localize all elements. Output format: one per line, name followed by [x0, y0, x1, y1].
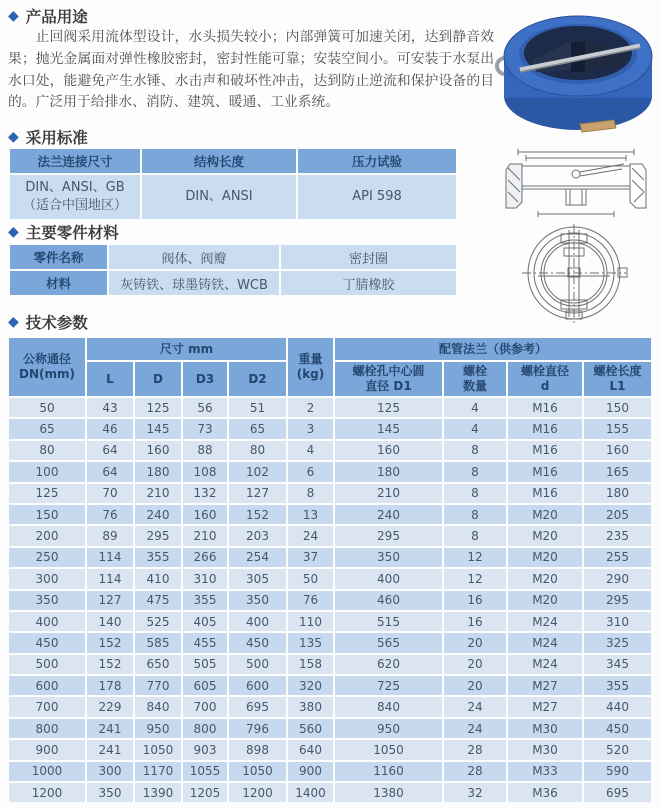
table-cell: 950: [335, 719, 442, 738]
table-cell: 800: [183, 719, 227, 738]
table-cell: 800: [9, 719, 85, 738]
table-cell: 1050: [135, 740, 181, 759]
table-cell: 13: [288, 505, 333, 524]
materials-table: [8, 243, 458, 297]
table-cell: 900: [288, 762, 333, 781]
column-header: 结构长度: [142, 149, 296, 173]
table-cell: M20: [508, 505, 582, 524]
table-row: [9, 633, 651, 652]
table-cell: 56: [183, 398, 227, 417]
diamond-bullet-icon: ◆: [8, 224, 19, 240]
table-cell: 160: [584, 441, 651, 460]
table-cell: 127: [229, 484, 286, 503]
table-cell: 203: [229, 526, 286, 545]
table-cell: 241: [87, 740, 133, 759]
table-cell: 152: [87, 655, 133, 674]
table-cell: M16: [508, 398, 582, 417]
column-header-d2: D2: [229, 362, 286, 396]
table-cell: 440: [584, 697, 651, 716]
diamond-bullet-icon: ◆: [8, 314, 19, 330]
column-header: 压力试验: [298, 149, 456, 173]
table-cell: 235: [584, 526, 651, 545]
table-cell: 305: [229, 569, 286, 588]
table-cell: 密封圈: [281, 245, 456, 269]
table-cell: 345: [584, 655, 651, 674]
table-cell: 460: [335, 591, 442, 610]
header-line: 直径 D1: [365, 379, 412, 393]
header-line: DN(mm): [19, 367, 75, 381]
table-row: [9, 719, 651, 738]
table-cell: 1000: [9, 762, 85, 781]
table-cell: M20: [508, 591, 582, 610]
table-cell: 80: [9, 441, 85, 460]
table-cell: 250: [9, 548, 85, 567]
table-cell: 266: [183, 548, 227, 567]
table-cell: 8: [288, 484, 333, 503]
table-cell: 400: [335, 569, 442, 588]
table-cell: 65: [229, 419, 286, 438]
table-cell: 12: [444, 548, 506, 567]
header-line: 螺栓直径: [520, 364, 569, 378]
table-cell: 140: [87, 612, 133, 631]
table-cell: 12: [444, 569, 506, 588]
table-cell: 1160: [335, 762, 442, 781]
section-title-usage: [8, 5, 88, 27]
header-line: 重量: [298, 352, 323, 366]
table-cell: 88: [183, 441, 227, 460]
table-row: [9, 740, 651, 759]
table-cell: 89: [87, 526, 133, 545]
table-cell: 350: [87, 783, 133, 802]
table-cell: 300: [87, 762, 133, 781]
table-cell: 200: [9, 526, 85, 545]
diamond-bullet-icon: ◆: [8, 129, 19, 145]
table-cell: 150: [9, 505, 85, 524]
table-row: [9, 569, 651, 588]
table-cell: 零件名称: [10, 245, 107, 269]
table-cell: 505: [183, 655, 227, 674]
table-cell: 32: [444, 783, 506, 802]
table-row: [9, 398, 651, 417]
table-cell: 24: [444, 719, 506, 738]
table-cell: 240: [335, 505, 442, 524]
table-cell: 450: [229, 633, 286, 652]
column-header: 法兰连接尺寸: [10, 149, 140, 173]
table-cell: M20: [508, 526, 582, 545]
table-cell: M30: [508, 719, 582, 738]
table-cell: 500: [9, 655, 85, 674]
table-cell: 515: [335, 612, 442, 631]
table-cell: 132: [183, 484, 227, 503]
table-cell: 152: [229, 505, 286, 524]
table-cell: 64: [87, 462, 133, 481]
table-cell: 8: [444, 505, 506, 524]
table-cell: 145: [135, 419, 181, 438]
table-cell: [10, 175, 140, 219]
table-cell: 700: [9, 697, 85, 716]
tech-table-body: [9, 398, 651, 802]
table-cell: M16: [508, 462, 582, 481]
table-cell: 3: [288, 419, 333, 438]
table-cell: 350: [229, 591, 286, 610]
table-cell: 355: [183, 591, 227, 610]
table-cell: 155: [584, 419, 651, 438]
table-cell: 455: [183, 633, 227, 652]
table-cell: 24: [288, 526, 333, 545]
table-cell: 900: [9, 740, 85, 759]
table-cell: 300: [9, 569, 85, 588]
table-cell: 770: [135, 676, 181, 695]
table-cell: 8: [444, 441, 506, 460]
table-cell: 1400: [288, 783, 333, 802]
table-cell: 180: [135, 462, 181, 481]
table-cell: 350: [9, 591, 85, 610]
table-cell: 20: [444, 633, 506, 652]
table-cell: 605: [183, 676, 227, 695]
table-row: [9, 505, 651, 524]
table-cell: 295: [584, 591, 651, 610]
table-cell: 16: [444, 591, 506, 610]
table-row: [10, 175, 456, 219]
table-cell: 灰铸铁、球墨铸铁、WCB: [109, 271, 279, 295]
table-cell: 695: [229, 697, 286, 716]
flange-standard-line2: （适合中国地区）: [22, 198, 127, 213]
table-cell: 160: [183, 505, 227, 524]
table-cell: 178: [87, 676, 133, 695]
table-cell: 310: [584, 612, 651, 631]
table-cell: 320: [288, 676, 333, 695]
table-cell: 241: [87, 719, 133, 738]
table-cell: 125: [335, 398, 442, 417]
table-cell: 590: [584, 762, 651, 781]
table-cell: 525: [135, 612, 181, 631]
table-cell: API 598: [298, 175, 456, 219]
table-cell: 520: [584, 740, 651, 759]
table-cell: 695: [584, 783, 651, 802]
table-cell: 585: [135, 633, 181, 652]
column-group-size: 尺寸 mm: [87, 338, 286, 360]
table-cell: 400: [9, 612, 85, 631]
header-line: (kg): [296, 367, 325, 381]
table-cell: M27: [508, 697, 582, 716]
table-cell: 阀体、阀瓣: [109, 245, 279, 269]
header-line: 数量: [462, 379, 487, 393]
table-row: [9, 655, 651, 674]
section-title-materials: [8, 221, 119, 243]
column-header-weight: [288, 338, 333, 396]
table-cell: 405: [183, 612, 227, 631]
header-line: 公称通径: [22, 352, 71, 366]
table-cell: 24: [444, 697, 506, 716]
table-cell: 114: [87, 569, 133, 588]
table-cell: 255: [584, 548, 651, 567]
table-cell: 145: [335, 419, 442, 438]
materials-table-body: [10, 245, 456, 295]
table-row: [9, 612, 651, 631]
table-cell: 8: [444, 526, 506, 545]
table-cell: 80: [229, 441, 286, 460]
table-cell: 950: [135, 719, 181, 738]
table-cell: 210: [335, 484, 442, 503]
header-line: 螺栓长度: [593, 364, 642, 378]
table-cell: 160: [135, 441, 181, 460]
table-cell: DIN、ANSI: [142, 175, 296, 219]
table-row: [10, 271, 456, 295]
table-cell: 16: [444, 612, 506, 631]
table-cell: M27: [508, 676, 582, 695]
table-cell: 475: [135, 591, 181, 610]
table-cell: 410: [135, 569, 181, 588]
table-cell: 1050: [335, 740, 442, 759]
table-cell: 180: [335, 462, 442, 481]
table-cell: 125: [9, 484, 85, 503]
table-cell: 127: [87, 591, 133, 610]
header-line: 螺栓: [462, 364, 487, 378]
table-cell: 6: [288, 462, 333, 481]
table-cell: 152: [87, 633, 133, 652]
table-cell: 840: [135, 697, 181, 716]
table-cell: 650: [135, 655, 181, 674]
table-cell: 1200: [9, 783, 85, 802]
table-cell: M24: [508, 655, 582, 674]
table-cell: 210: [183, 526, 227, 545]
column-header-dn: [9, 338, 85, 396]
table-cell: 355: [135, 548, 181, 567]
section-title-text: 主要零件材料: [25, 224, 119, 242]
table-cell: 1390: [135, 783, 181, 802]
table-cell: 材料: [10, 271, 107, 295]
column-header-bolt-dia: [508, 362, 582, 396]
table-cell: 108: [183, 462, 227, 481]
header-line: d: [540, 379, 550, 393]
table-cell: 110: [288, 612, 333, 631]
table-row: [9, 591, 651, 610]
table-cell: 28: [444, 762, 506, 781]
table-header-row: [9, 338, 651, 360]
column-header-d: D: [135, 362, 181, 396]
section-title-text: 采用标准: [25, 129, 88, 147]
section-title-standards: [8, 126, 88, 148]
column-group-flange: 配管法兰（供参考）: [335, 338, 651, 360]
valve-cross-section-drawing: [492, 146, 660, 220]
table-cell: M16: [508, 441, 582, 460]
table-cell: 450: [9, 633, 85, 652]
table-cell: 64: [87, 441, 133, 460]
table-cell: M24: [508, 633, 582, 652]
diamond-bullet-icon: ◆: [8, 8, 19, 24]
table-cell: 240: [135, 505, 181, 524]
table-row: [9, 419, 651, 438]
table-row: [9, 441, 651, 460]
table-cell: 560: [288, 719, 333, 738]
tech-table: [7, 336, 653, 804]
table-cell: 600: [9, 676, 85, 695]
column-header-bolt-len: [584, 362, 651, 396]
usage-paragraph: 止回阀采用流体型设计，水头损失较小；内部弹簧可加速关闭，达到静音效果；抛光金属面对弹性橡胶密封，密封性能可靠；安装空间小。可安装于水泵出水口处，能避免产生水锤、水击声和破坏性冲击，达到防止逆流和保护设备的目的。广泛用于给排水、消防、建筑、暖通、工业系统。: [8, 29, 494, 111]
table-cell: 8: [444, 484, 506, 503]
table-cell: 28: [444, 740, 506, 759]
table-cell: 350: [335, 548, 442, 567]
table-cell: 43: [87, 398, 133, 417]
column-header-d3: D3: [183, 362, 227, 396]
table-row: [9, 484, 651, 503]
table-cell: 160: [335, 441, 442, 460]
table-cell: 1205: [183, 783, 227, 802]
table-cell: 290: [584, 569, 651, 588]
column-header-d1: [335, 362, 442, 396]
table-cell: 丁腈橡胶: [281, 271, 456, 295]
table-cell: 102: [229, 462, 286, 481]
table-cell: 700: [183, 697, 227, 716]
table-row: [9, 462, 651, 481]
standards-table: [8, 147, 458, 221]
table-cell: 310: [183, 569, 227, 588]
table-cell: 254: [229, 548, 286, 567]
table-cell: 37: [288, 548, 333, 567]
valve-product-photo: [492, 6, 660, 138]
table-cell: 70: [87, 484, 133, 503]
column-header-l: L: [87, 362, 133, 396]
table-cell: M20: [508, 548, 582, 567]
table-row: [9, 548, 651, 567]
table-cell: 295: [335, 526, 442, 545]
table-cell: 565: [335, 633, 442, 652]
table-row: [10, 245, 456, 269]
table-cell: 4: [444, 419, 506, 438]
section-title-tech: [8, 311, 88, 333]
table-cell: 229: [87, 697, 133, 716]
column-header-bolt-qty: [444, 362, 506, 396]
table-cell: 840: [335, 697, 442, 716]
table-cell: 640: [288, 740, 333, 759]
table-cell: M33: [508, 762, 582, 781]
header-line: L1: [609, 379, 626, 393]
table-cell: 50: [288, 569, 333, 588]
valve-front-view-drawing: [498, 222, 650, 326]
table-cell: 380: [288, 697, 333, 716]
table-cell: M24: [508, 612, 582, 631]
table-cell: 600: [229, 676, 286, 695]
table-cell: M16: [508, 419, 582, 438]
table-cell: 100: [9, 462, 85, 481]
table-row: [9, 676, 651, 695]
table-cell: 1200: [229, 783, 286, 802]
table-cell: 325: [584, 633, 651, 652]
table-cell: 76: [288, 591, 333, 610]
table-cell: 73: [183, 419, 227, 438]
table-cell: 20: [444, 676, 506, 695]
table-cell: 355: [584, 676, 651, 695]
table-row: [9, 697, 651, 716]
table-cell: 4: [288, 441, 333, 460]
table-cell: M36: [508, 783, 582, 802]
table-cell: 2: [288, 398, 333, 417]
table-cell: 114: [87, 548, 133, 567]
table-cell: 125: [135, 398, 181, 417]
table-cell: 180: [584, 484, 651, 503]
table-cell: M30: [508, 740, 582, 759]
table-cell: 20: [444, 655, 506, 674]
table-cell: 400: [229, 612, 286, 631]
table-header-row: [10, 149, 456, 173]
table-cell: 1170: [135, 762, 181, 781]
table-cell: 903: [183, 740, 227, 759]
table-cell: 205: [584, 505, 651, 524]
table-cell: 51: [229, 398, 286, 417]
table-cell: 450: [584, 719, 651, 738]
table-cell: 46: [87, 419, 133, 438]
table-cell: 500: [229, 655, 286, 674]
table-cell: 725: [335, 676, 442, 695]
table-cell: 8: [444, 462, 506, 481]
table-cell: 620: [335, 655, 442, 674]
table-cell: 165: [584, 462, 651, 481]
table-cell: 158: [288, 655, 333, 674]
section-title-text: 产品用途: [25, 8, 88, 26]
table-cell: 50: [9, 398, 85, 417]
table-cell: 1055: [183, 762, 227, 781]
table-cell: 295: [135, 526, 181, 545]
table-cell: 76: [87, 505, 133, 524]
table-row: [9, 762, 651, 781]
flange-standard-line1: DIN、ANSI、GB: [25, 180, 125, 195]
table-cell: 1380: [335, 783, 442, 802]
table-cell: 796: [229, 719, 286, 738]
section-title-text: 技术参数: [25, 314, 88, 332]
table-row: [9, 783, 651, 802]
header-line: 螺栓孔中心圆: [352, 364, 425, 378]
table-cell: 898: [229, 740, 286, 759]
table-cell: 210: [135, 484, 181, 503]
table-row: [9, 526, 651, 545]
table-cell: 150: [584, 398, 651, 417]
table-cell: 1050: [229, 762, 286, 781]
table-cell: 4: [444, 398, 506, 417]
table-cell: M16: [508, 484, 582, 503]
table-cell: 65: [9, 419, 85, 438]
table-cell: 135: [288, 633, 333, 652]
table-cell: M20: [508, 569, 582, 588]
